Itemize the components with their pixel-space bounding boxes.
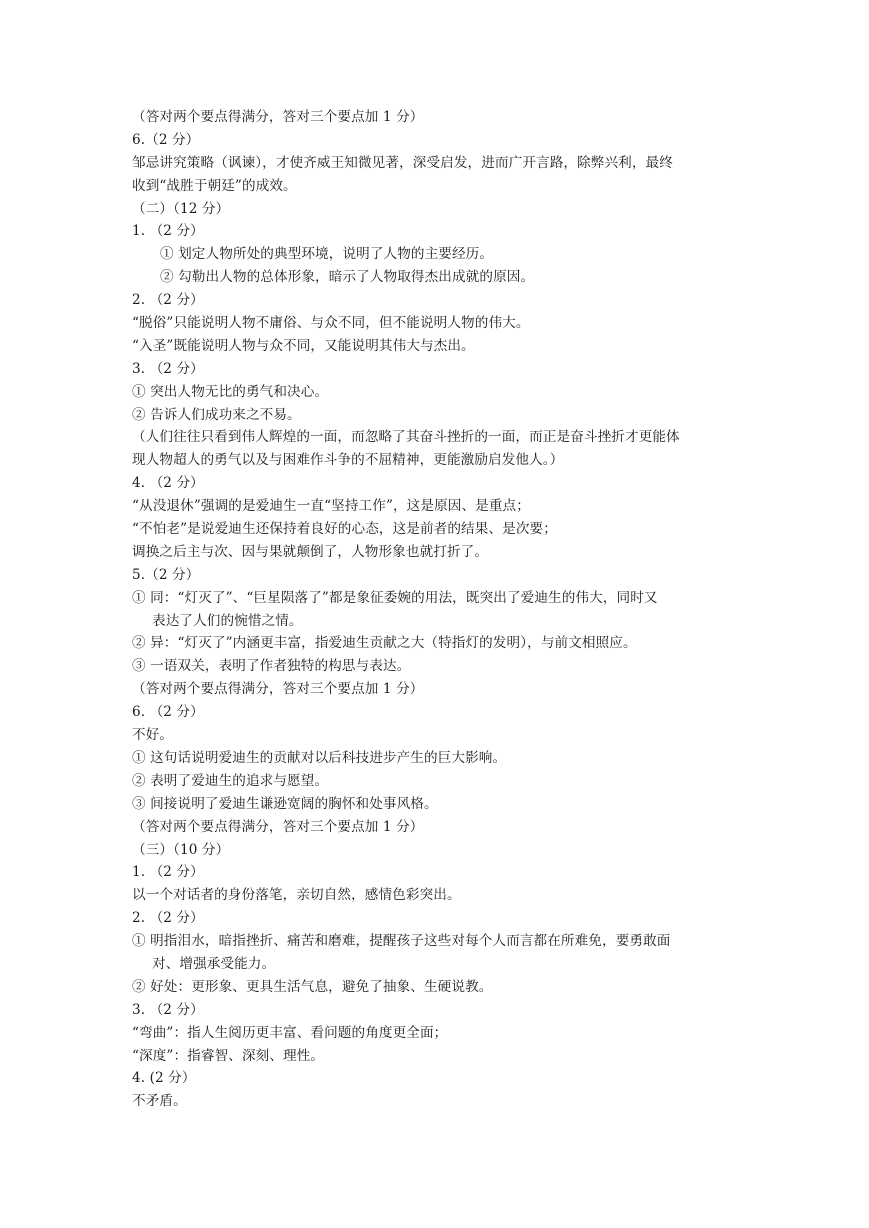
answer-text: 以一个对话者的身份落笔，亲切自然，感情色彩突出。	[132, 887, 461, 904]
answer-note: 现人物超人的勇气以及与困难作斗争的不屈精神，更能激励启发他人。）	[132, 452, 564, 469]
section-heading: （三）（10 分）	[132, 841, 230, 858]
question-heading: 3. （2 分）	[132, 1001, 204, 1018]
answer-point: ① 这句话说明爱迪生的贡献对以后科技进步产生的巨大影响。	[132, 749, 507, 766]
answer-point: ② 勾勒出人物的总体形象，暗示了人物取得杰出成就的原因。	[160, 269, 535, 286]
answer-point: ① 突出人物无比的勇气和决心。	[132, 383, 329, 400]
scoring-note: （答对两个要点得满分，答对三个要点加 1 分）	[132, 681, 424, 698]
question-heading: 6.（2 分）	[132, 131, 200, 148]
answer-point: ② 异：“灯灭了”内涵更丰富，指爱迪生贡献之大（特指灯的发明），与前文相照应。	[132, 635, 637, 652]
answer-point: ② 表明了爱迪生的追求与愿望。	[132, 772, 329, 789]
answer-text: “弯曲”：指人生阅历更丰富、看问题的角度更全面；	[132, 1024, 448, 1041]
question-heading: 1. （2 分）	[132, 864, 204, 881]
answer-note: （人们往往只看到伟人辉煌的一面，而忽略了其奋斗挫折的一面，而正是奋斗挫折才更能体	[132, 429, 680, 446]
question-heading: 6. （2 分）	[132, 704, 204, 721]
answer-key-content	[132, 106, 742, 1113]
answer-text: “入圣”既能说明人物与众不同，又能说明其伟大与杰出。	[132, 337, 475, 354]
answer-point-continuation: 对、增强承受能力。	[152, 955, 276, 972]
answer-text: “深度”：指睿智、深刻、理性。	[132, 1047, 325, 1064]
scoring-note: （答对两个要点得满分，答对三个要点加 1 分）	[132, 109, 424, 125]
answer-text: 不好。	[132, 727, 174, 744]
answer-point: ③ 一语双关，表明了作者独特的构思与表达。	[132, 658, 411, 675]
answer-point: ② 告诉人们成功来之不易。	[132, 406, 301, 423]
section-heading: （二）（12 分）	[132, 200, 230, 217]
answer-point: ③ 间接说明了爱迪生谦逊宽阔的胸怀和处事风格。	[132, 795, 438, 812]
answer-text: “从没退休”强调的是爱迪生一直“坚持工作”，这是原因、是重点；	[132, 498, 530, 515]
question-heading: 3. （2 分）	[132, 360, 204, 377]
scoring-note: （答对两个要点得满分，答对三个要点加 1 分）	[132, 818, 424, 835]
answer-point: ① 划定人物所处的典型环境，说明了人物的主要经历。	[160, 246, 494, 263]
answer-text: 调换之后主与次、因与果就颠倒了，人物形象也就打折了。	[132, 543, 489, 560]
answer-text: 邹忌讲究策略（讽谏），才使齐威王知微见著，深受启发，进而广开言路，除弊兴利，最终	[132, 154, 673, 171]
question-heading: 4. (2 分）	[132, 1070, 196, 1087]
question-heading: 4. （2 分）	[132, 475, 204, 492]
answer-text: “不怕老”是说爱迪生还保持着良好的心态，这是前者的结果、是次要；	[132, 521, 557, 538]
question-heading: 2. （2 分）	[132, 292, 204, 309]
answer-point: ① 同：“灯灭了”、“巨星陨落了”都是象征委婉的用法，既突出了爱迪生的伟大，同时又	[132, 589, 658, 606]
answer-point: ① 明指泪水，暗指挫折、痛苦和磨难，提醒孩子这些对每个人而言都在所难免，要勇敢面	[132, 933, 671, 950]
question-heading: 2. （2 分）	[132, 910, 204, 927]
answer-point-continuation: 表达了人们的惋惜之情。	[152, 612, 303, 629]
question-heading: 1. （2 分）	[132, 223, 204, 240]
question-heading: 5.（2 分）	[132, 566, 200, 583]
answer-text: 收到“战胜于朝廷”的成效。	[132, 177, 297, 194]
answer-point: ② 好处：更形象、更具生活气息，避免了抽象、生硬说教。	[132, 978, 493, 995]
answer-text: “脱俗”只能说明人物不庸俗、与众不同，但不能说明人物的伟大。	[132, 315, 530, 332]
answer-text: 不矛盾。	[132, 1093, 187, 1110]
